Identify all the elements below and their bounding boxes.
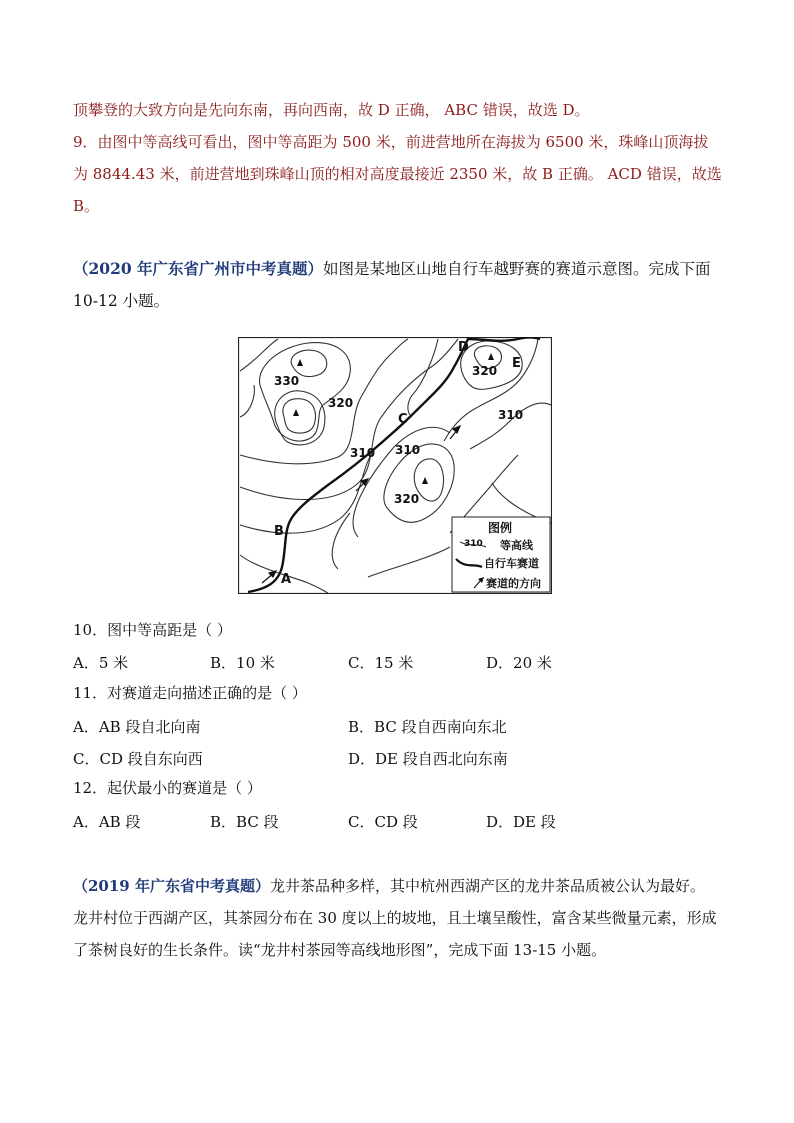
contour-label: 310 [350,446,376,460]
section1-intro-line2: 10-12 小题。 [73,292,170,310]
section2-source: （2019 年广东省中考真题） [73,877,270,895]
question-12-option-a[interactable]: A．AB 段 [73,813,141,831]
question-11-option-b[interactable]: B．BC 段自西南向东北 [348,718,507,736]
legend-track-label: 自行车赛道 [484,557,539,570]
point-label-b: B [274,524,284,539]
section2-line1: 龙井茶品种多样，其中杭州西湖产区的龙井茶品质被公认为最好。 [269,877,705,895]
question-10-option-b[interactable]: B．10 米 [210,654,275,672]
question-12-option-b[interactable]: B．BC 段 [210,813,279,831]
contour-label: 310 [498,408,524,422]
contour-label: 310 [395,443,421,457]
section2-intro [73,870,705,902]
section1-source: （2020 年广东省广州市中考真题） [73,259,324,278]
question-12-option-d[interactable]: D．DE 段 [486,813,556,831]
contour-label: 320 [472,364,498,378]
point-label-c: C [398,412,408,427]
point-label-a: A [281,572,292,587]
section2-line2: 龙井村位于西湖产区，其茶园分布在 30 度以上的坡地，且土壤呈酸性，富含某些微量元素，形成 [73,909,717,927]
question-10-option-c[interactable]: C．15 米 [348,654,414,672]
question-11-option-a[interactable]: A．AB 段自北向南 [73,718,201,736]
question-10-option-d[interactable]: D．20 米 [486,654,552,672]
point-label-e: E [512,356,521,371]
contour-label: 330 [274,374,300,388]
question-10-option-a[interactable]: A．5 米 [73,654,129,672]
question-12-option-c[interactable]: C．CD 段 [348,813,418,831]
question-11-option-d[interactable]: D．DE 段自西北向东南 [348,750,508,768]
legend-direction-label: 赛道的方向 [486,577,541,590]
answer-q9-line2: 为 8844.43 米，前进营地到珠峰山顶的相对高度最接近 2350 米，故 B 正确。 ACD 错误，故选 [73,165,722,183]
point-label-d: D [458,340,469,355]
legend-contour-value: 310 [464,539,483,549]
answer-q9-line3: B。 [73,197,100,215]
section1-intro [73,253,711,285]
contour-map [238,337,552,594]
answer-q9-line1: 9．由图中等高线可看出，图中等高距为 500 米，前进营地所在海拔为 6500 米，珠峰山顶海拔 [73,133,709,151]
section2-line3: 了茶树良好的生长条件。读“龙井村茶园等高线地形图”，完成下面 13-15 小题。 [73,941,607,959]
contour-label: 320 [328,396,354,410]
contour-label: 320 [394,492,420,506]
question-10-stem: 10．图中等高距是（ ） [73,621,232,639]
legend-title: 图例 [488,521,513,535]
section1-text: 如图是某地区山地自行车越野赛的赛道示意图。完成下面 [323,260,711,278]
contour-map-figure [238,337,552,594]
question-11-option-c[interactable]: C．CD 段自东向西 [73,750,203,768]
question-11-stem: 11．对赛道走向描述正确的是（ ） [73,684,307,702]
map-legend [452,517,550,592]
question-12-stem: 12．起伏最小的赛道是（ ） [73,779,262,797]
legend-contour-label: 等高线 [500,539,533,552]
answer-line: 顶攀登的大致方向是先向东南，再向西南，故 D 正确， ABC 错误，故选 D。 [73,101,590,119]
